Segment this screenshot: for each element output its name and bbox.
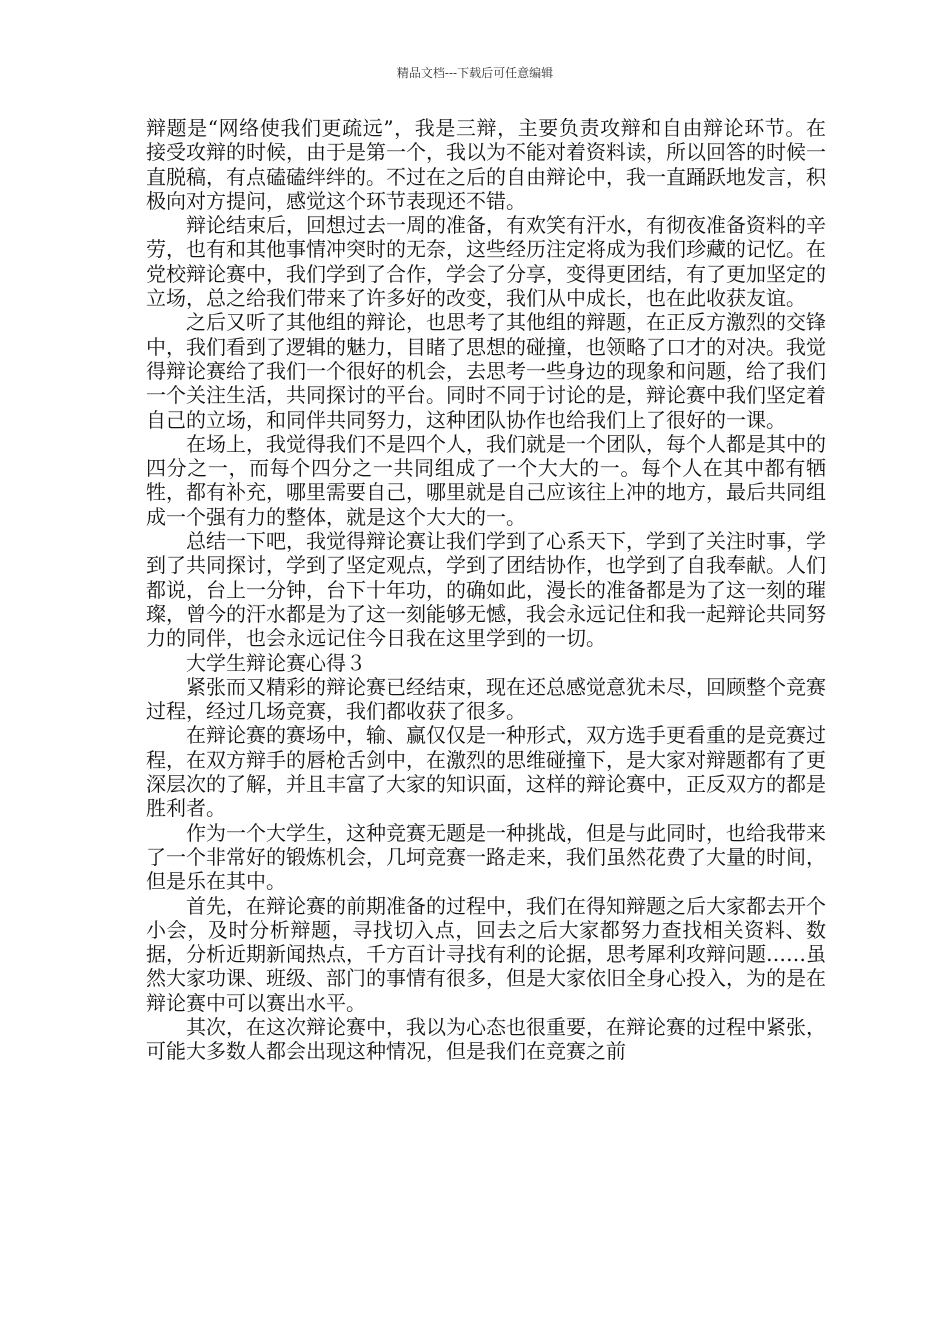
page-header: 精品文档---下载后可任意编辑: [396, 66, 554, 80]
paragraph: 辩论结束后，回想过去一周的准备，有欢笑有汗水，有彻夜准备资料的辛劳，也有和其他事情冲突时的无奈，这些经历注定将成为我们珍藏的记忆。在党校辩论赛中，我们学到了合作，学会了分享，变得更团结，有了更加坚定的立场，总之给我们带来了许多好的改变，我们从中成长，也在此收获友谊。: [146, 213, 826, 311]
document-body: [146, 116, 826, 1064]
paragraph: 其次，在这次辩论赛中，我以为心态也很重要，在辩论赛的过程中紧张，可能大多数人都会出现这种情况，但是我们在竞赛之前: [146, 1014, 826, 1064]
paragraph: 作为一个大学生，这种竞赛无题是一种挑战，但是与此同时，也给我带来了一个非常好的锻炼机会，几坷竞赛一路走来，我们虽然花费了大量的时间，但是乐在其中。: [146, 820, 826, 894]
paragraph: 之后又听了其他组的辩论，也思考了其他组的辩题，在正反方激烈的交锋中，我们看到了逻辑的魅力，目睹了思想的碰撞，也领略了口才的对决。我觉得辩论赛给了我们一个很好的机会，去思考一些身边的现象和问题，给了我们一个关注生活，共同探讨的平台。同时不同于讨论的是，辩论赛中我们坚定着自己的立场，和同伴共同努力，这种团队协作也给我们上了很好的一课。: [146, 310, 826, 432]
paragraph: 在场上，我觉得我们不是四个人，我们就是一个团队，每个人都是其中的四分之一，而每个四分之一共同组成了一个大大的一。每个人在其中都有牺牲，都有补充，哪里需要自己，哪里就是自己应该往上冲的地方，最后共同组成一个强有力的整体，就是这个大大的一。: [146, 431, 826, 529]
paragraph: 辩题是“网络使我们更疏远”，我是三辩，主要负责攻辩和自由辩论环节。在接受攻辩的时候，由于是第一个，我以为不能对着资料读，所以回答的时候一直脱稿，有点磕磕绊绊的。不过在之后的自由辩论中，我一直踊跃地发言，积极向对方提问，感觉这个环节表现还不错。: [146, 116, 826, 213]
paragraph: 紧张而又精彩的辩论赛已经结束，现在还总感觉意犹未尽，回顾整个竞赛过程，经过几场竞赛，我们都收获了很多。: [146, 674, 826, 724]
paragraph: 首先，在辩论赛的前期准备的过程中，我们在得知辩题之后大家都去开个小会，及时分析辩题，寻找切入点，回去之后大家都努力查找相关资料、数据，分析近期新闻热点，千方百计寻找有利的论据，思考犀利攻辩问题……虽然大家功课、班级、部门的事情有很多，但是大家依旧全身心投入，为的是在辩论赛中可以赛出水平。: [146, 893, 826, 1015]
section-heading: 大学生辩论赛心得３: [186, 650, 366, 675]
paragraph: 在辩论赛的赛场中，输、赢仅仅是一种形式，双方选手更看重的是竞赛过程，在双方辩手的唇枪舌剑中，在激烈的思维碰撞下，是大家对辩题都有了更深层次的了解，并且丰富了大家的知识面，这样的辩论赛中，正反双方的都是胜利者。: [146, 723, 826, 821]
paragraph: 总结一下吧，我觉得辩论赛让我们学到了心系天下，学到了关注时事，学到了共同探讨，学到了坚定观点，学到了团结协作，也学到了自我奉献。人们都说，台上一分钟，台下十年功，的确如此，漫长的准备都是为了这一刻的璀璨，曾今的汗水都是为了这一刻能够无憾，我会永远记住和我一起辩论共同努力的同伴，也会永远记住今日我在这里学到的一切。: [146, 529, 826, 651]
